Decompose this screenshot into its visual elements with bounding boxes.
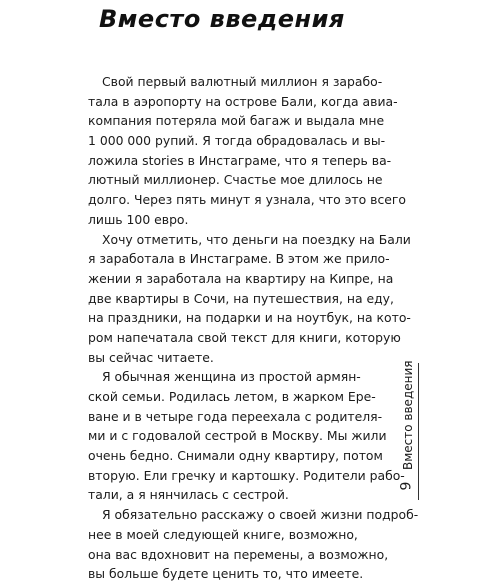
text-line: вы сейчас читаете. xyxy=(88,349,214,365)
text-line: лишь 100 евро. xyxy=(88,211,189,227)
text-line: жении я заработала на квартиру на Кипре, на xyxy=(88,270,394,286)
text-line: Я обычная женщина из простой армян- xyxy=(102,369,361,385)
text-line: ром напечатала свой текст для книги, которую xyxy=(88,329,401,345)
text-line: я заработала в Инстаграме. В этом же прило- xyxy=(88,251,390,267)
text-line: ской семьи. Родилась летом, в жарком Ере- xyxy=(88,389,376,404)
text-line: Хочу отметить, что деньги на поездку на Бали xyxy=(102,231,411,247)
text-line: она вас вдохновит на перемены, а возможно, xyxy=(88,546,389,562)
page-number: 9 xyxy=(398,481,415,491)
paragraph-4 xyxy=(88,505,419,584)
text-line: лютный миллионер. Счастье мое длилось не xyxy=(88,172,383,188)
text-line: Я обязательно расскажу о своей жизни подроб- xyxy=(102,507,419,523)
running-head-label: Вместо введения xyxy=(401,360,415,470)
text-line: Свой первый валютный миллион я зарабо- xyxy=(102,74,383,89)
chapter-title: Вместо введения xyxy=(99,5,345,33)
text-line: две квартиры в Сочи, на путешествия, на еду, xyxy=(88,290,394,306)
text-line: тали, а я нянчилась с сестрой. xyxy=(88,487,289,503)
text-line: вы больше будете ценить то, что имеете. xyxy=(88,566,364,582)
text-line: на праздники, на подарки и на ноутбук, на кото- xyxy=(88,310,411,326)
text-line: вторую. Ели гречку и картошку. Родители рабо- xyxy=(88,467,405,483)
text-line: нее в моей следующей книге, возможно, xyxy=(88,526,358,542)
running-head-divider xyxy=(418,363,419,500)
text-line: тала в аэропорту на острове Бали, когда авиа- xyxy=(88,93,398,109)
text-line: очень бедно. Снимали одну квартиру, потом xyxy=(88,448,383,464)
paragraph-2 xyxy=(88,230,411,368)
text-line: ложила stories в Инстаграме, что я теперь ва- xyxy=(88,152,392,168)
paragraph-3 xyxy=(88,367,405,505)
text-line: 1 000 000 рупий. Я тогда обрадовалась и вы- xyxy=(88,133,386,149)
text-line: компания потеряла мой багаж и выдала мне xyxy=(88,113,385,129)
text-line: долго. Через пять минут я узнала, что это всего xyxy=(88,192,406,208)
running-head xyxy=(398,360,418,470)
paragraph-1 xyxy=(88,72,406,230)
text-line: ване и в четыре года переехала с родителя- xyxy=(88,408,383,424)
text-line: ми и с годовалой сестрой в Москву. Мы жили xyxy=(88,428,387,444)
